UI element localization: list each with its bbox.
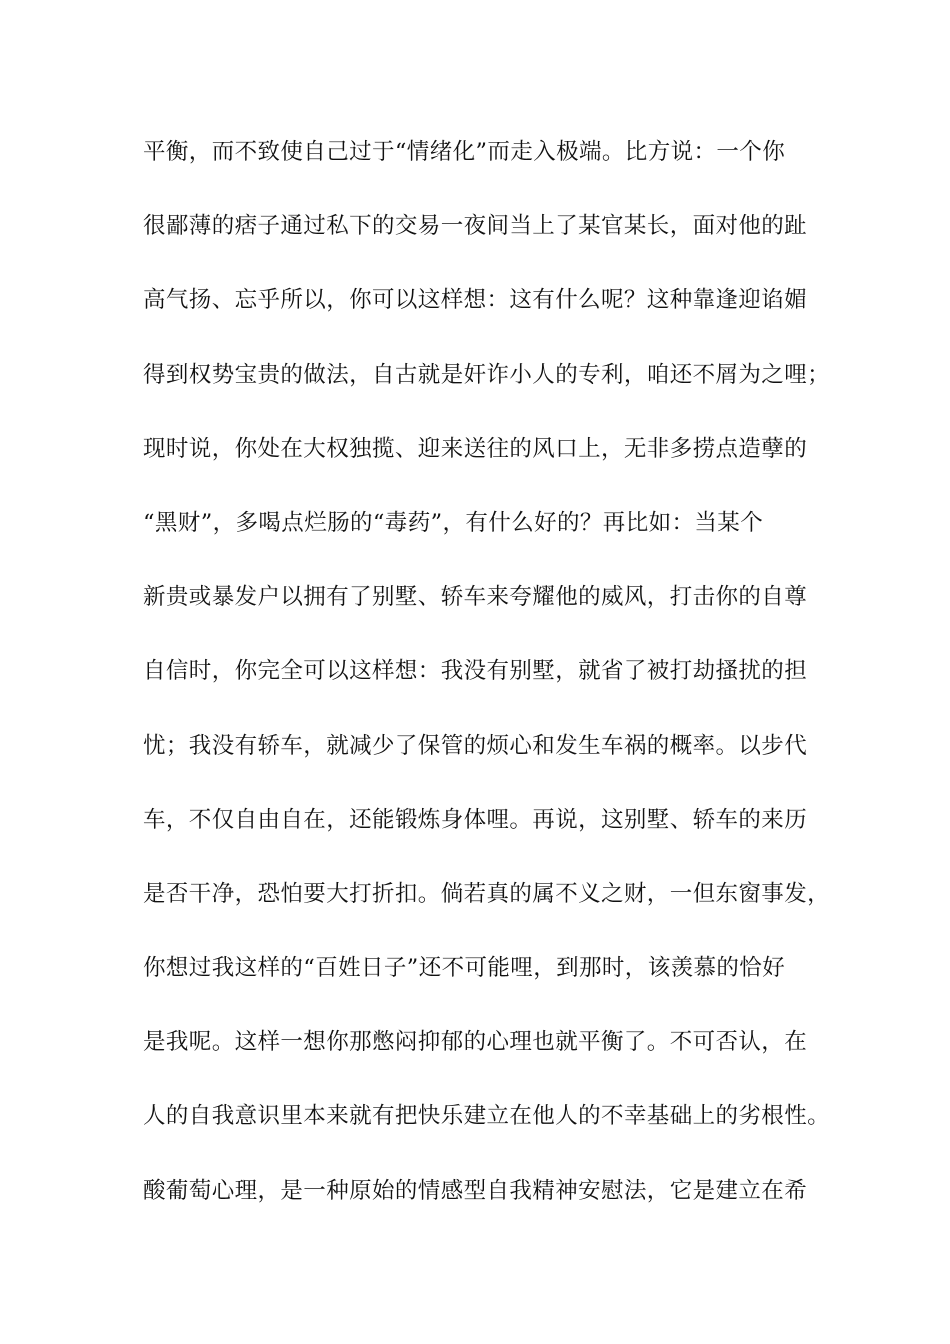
text-line: 是否干净，恐怕要大打折扣。倘若真的属不义之财，一但东窗事发， bbox=[143, 880, 831, 907]
text-line: 酸葡萄心理，是一种原始的情感型自我精神安慰法，它是建立在希 bbox=[143, 1177, 808, 1204]
text-line: 人的自我意识里本来就有把快乐建立在他人的不幸基础上的劣根性。 bbox=[143, 1103, 831, 1130]
text-line: 忧；我没有轿车，就减少了保管的烦心和发生车祸的概率。以步代 bbox=[143, 732, 808, 759]
text-line: 平衡，而不致使自己过于“情绪化”而走入极端。比方说：一个你 bbox=[143, 139, 786, 165]
text-line: 车，不仅自由自在，还能锻炼身体哩。再说，这别墅、轿车的来历 bbox=[143, 806, 808, 833]
text-line: 你想过我这样的“百姓日子”还不可能哩，到那时，该羡慕的恰好 bbox=[143, 955, 786, 982]
text-line: 是我呢。这样一想你那憋闷抑郁的心理也就平衡了。不可否认，在 bbox=[143, 1029, 808, 1056]
text-line: 现时说，你处在大权独揽、迎来送往的风口上，无非多捞点造孽的 bbox=[143, 435, 808, 462]
text-line: 很鄙薄的痞子通过私下的交易一夜间当上了某官某长，面对他的趾 bbox=[143, 213, 808, 240]
text-line: “黑财”，多喝点烂肠的“毒药”，有什么好的？再比如：当某个 bbox=[143, 509, 764, 536]
text-line: 高气扬、忘乎所以，你可以这样想：这有什么呢？这种靠逢迎谄媚 bbox=[143, 287, 808, 314]
text-line: 新贵或暴发户以拥有了别墅、轿车来夸耀他的威风，打击你的自尊 bbox=[143, 584, 808, 611]
body-text bbox=[143, 130, 833, 1243]
text-line: 自信时，你完全可以这样想：我没有别墅，就省了被打劫搔扰的担 bbox=[143, 658, 808, 685]
text-line: 得到权势宝贵的做法，自古就是奸诈小人的专利，咱还不屑为之哩； bbox=[143, 361, 831, 388]
